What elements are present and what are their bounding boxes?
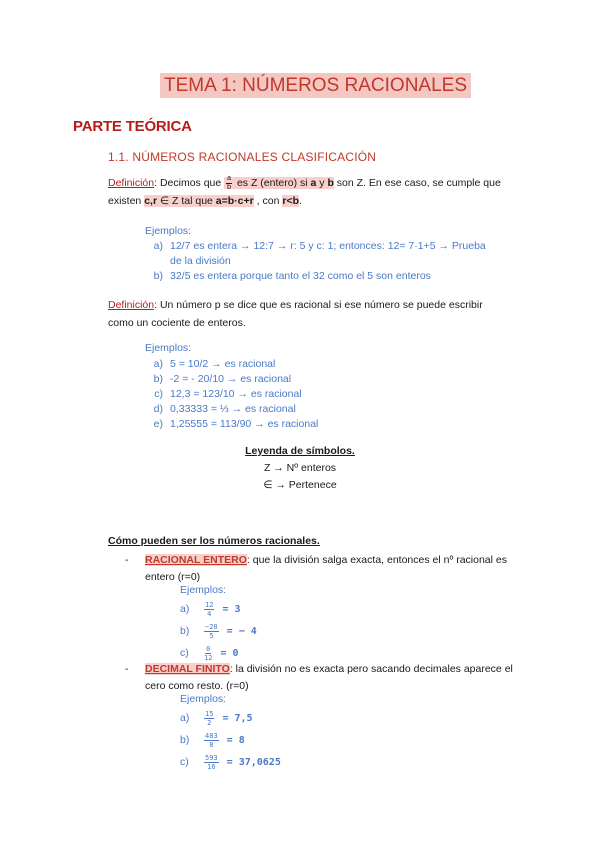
list-item: e) 1,25555 = 113/90 → es racional	[153, 418, 319, 430]
list-item: b) -2 = - 20/10 → es racional	[153, 373, 292, 385]
examples-label-2: Ejemplos:	[145, 342, 192, 354]
definition-label: Definición	[108, 177, 155, 189]
list-item: a) $\frac{12}{4}$ = 3	[180, 600, 241, 618]
list-item: d) 0,33333 = ⅓ → es racional	[153, 403, 296, 415]
list-item: a) $\frac{15}{2}$ = 7,5	[180, 709, 253, 727]
list-item: c) $\frac{593}{16}$ = 37,0625	[180, 753, 281, 771]
list-item: a) 5 = 10/2 → es racional	[153, 358, 276, 370]
examples-label-finito: Ejemplos:	[180, 693, 227, 705]
subsection-heading: 1.1. NÚMEROS RACIONALES CLASIFICACIÓN	[108, 150, 377, 164]
examples-label-1: Ejemplos:	[145, 225, 192, 237]
legend-title: Leyenda de símbolos.	[245, 445, 355, 457]
fraction-a-over-b: $\frac{a}{b}$	[227, 174, 232, 191]
list-item: b) $\frac{-20}{5}$ = − 4	[180, 622, 257, 640]
list-item: b) 32/5 es entera porque tanto el 32 como el 5 son enteros	[153, 270, 431, 282]
examples-list-finito	[180, 707, 281, 773]
type-racional-entero: - RACIONAL ENTERO: que la división salga exacta, entonces el nº racional es entero (r=0)	[125, 554, 507, 583]
examples-list-2	[141, 357, 531, 432]
legend	[0, 443, 600, 494]
page-title: TEMA 1: NÚMEROS RACIONALES	[160, 73, 471, 98]
legend-line: ∈ → Pertenece	[263, 479, 337, 491]
list-item: a) 12/7 es entera → 12:7 → r: 5 y c: 1; entonces: 12= 7·1+5 → Prueba	[153, 240, 486, 252]
list-item: b) $\frac{483}{8}$ = 8	[180, 731, 245, 749]
list-item-continuation: de la división	[170, 255, 231, 267]
type-decimal-finito: - DECIMAL FINITO: la división no es exacta pero sacando decimales aparece el cero como resto. (r=0)	[125, 663, 513, 692]
examples-list-entero	[180, 598, 257, 664]
definition-2: Definición: Un número p se dice que es racional si ese número se puede escribir como un cociente de enteros.	[108, 299, 483, 329]
list-item: c) $\frac{0}{12}$ = 0	[180, 644, 239, 662]
definition-label: Definición	[108, 299, 155, 311]
examples-list-1	[141, 239, 531, 284]
definition-1: Definición: Decimos que $\frac{a}{b}$ es Z (entero) si a y b son Z. En ese caso, se cumple que existen c,r ∈ Z tal que a=b·c+r , con r<b.	[108, 174, 501, 207]
examples-label-entero: Ejemplos:	[180, 584, 227, 596]
section-heading: PARTE TEÓRICA	[73, 118, 192, 135]
legend-line: Z → Nº enteros	[263, 462, 337, 474]
list-item: c) 12,3 = 123/10 → es racional	[154, 388, 302, 400]
types-heading: Cómo pueden ser los números racionales.	[108, 535, 320, 547]
type-label: RACIONAL ENTERO	[145, 554, 247, 566]
type-label: DECIMAL FINITO	[145, 663, 230, 675]
